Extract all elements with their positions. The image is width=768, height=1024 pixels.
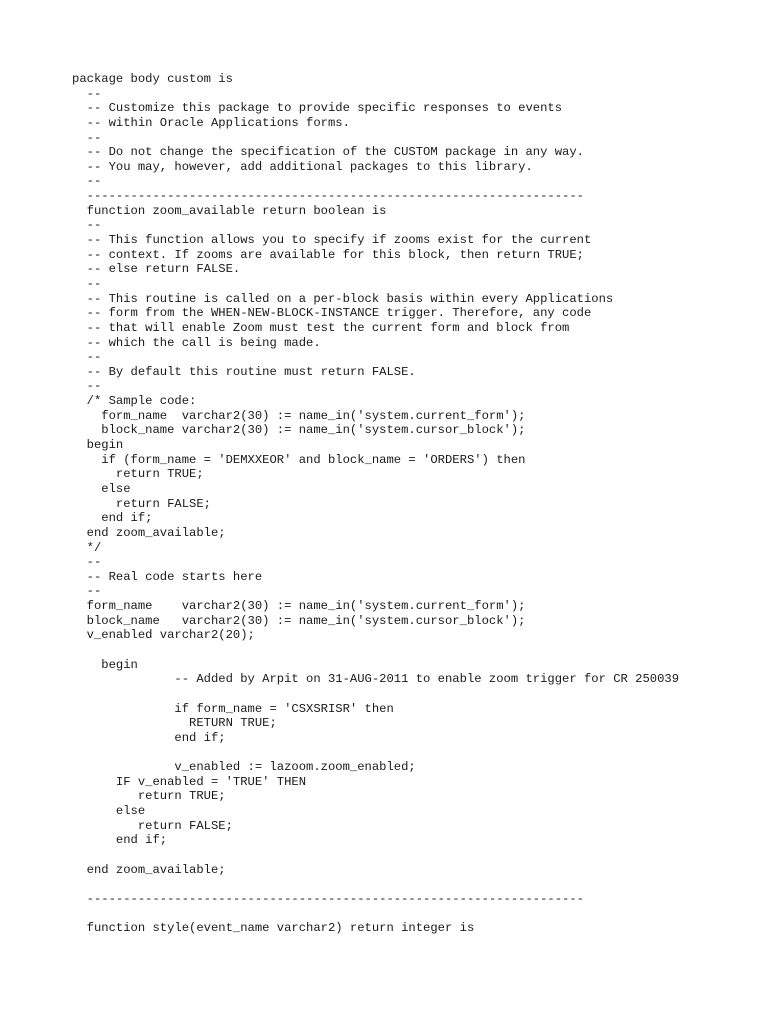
code-line: -------------------------------------------------------------------- [72, 891, 584, 906]
code-line: block_name varchar2(30) := name_in('system.cursor_block'); [72, 423, 526, 438]
code-line: return TRUE; [72, 789, 226, 804]
code-line: -- within Oracle Applications forms. [72, 115, 350, 130]
code-line: -- [72, 379, 102, 394]
code-line [72, 877, 752, 892]
code-line: function style(event_name varchar2) return integer is [72, 921, 475, 936]
code-line: -- context. If zooms are available for this block, then return TRUE; [72, 247, 584, 262]
code-line: end zoom_available; [72, 525, 226, 540]
code-line: IF v_enabled = 'TRUE' THEN [72, 774, 307, 789]
code-line: v_enabled varchar2(20); [72, 628, 255, 643]
code-line: return FALSE; [72, 496, 211, 511]
code-line: -- [72, 276, 102, 291]
code-line: -- else return FALSE. [72, 262, 241, 277]
code-line: -- [72, 218, 102, 233]
code-line [72, 907, 752, 922]
code-line: end if; [72, 833, 168, 848]
code-line: /* Sample code: [72, 394, 197, 409]
code-line: form_name varchar2(30) := name_in('system.current_form'); [72, 408, 526, 423]
code-line: else [72, 481, 131, 496]
code-line: package body custom is [72, 72, 233, 86]
code-line: -- [72, 130, 102, 145]
code-line: -- This routine is called on a per-block basis within every Applications [72, 291, 614, 306]
code-line: -- [72, 555, 102, 570]
code-line [72, 848, 752, 863]
code-line: if form_name = 'CSXSRISR' then [72, 701, 394, 716]
code-line: begin [72, 438, 124, 453]
code-line: -- By default this routine must return FALSE. [72, 364, 416, 379]
code-line: -- This function allows you to specify if zooms exist for the current [72, 233, 592, 248]
code-line: -- Do not change the specification of the CUSTOM package in any way. [72, 145, 584, 160]
code-line: end if; [72, 511, 153, 526]
code-line: -- [72, 86, 102, 101]
code-line: -- [72, 174, 102, 189]
code-line: v_enabled := lazoom.zoom_enabled; [72, 760, 416, 775]
code-line [72, 687, 752, 702]
code-line: end if; [72, 730, 226, 745]
code-line: function zoom_available return boolean is [72, 203, 387, 218]
code-page [72, 72, 752, 936]
code-line: begin [72, 657, 138, 672]
code-line: -- which the call is being made. [72, 335, 321, 350]
code-line: form_name varchar2(30) := name_in('system.current_form'); [72, 599, 526, 614]
code-line: -- Customize this package to provide specific responses to events [72, 101, 563, 116]
code-line: return FALSE; [72, 818, 233, 833]
code-line: -- form from the WHEN-NEW-BLOCK-INSTANCE trigger. Therefore, any code [72, 306, 592, 321]
code-line: -------------------------------------------------------------------- [72, 189, 584, 204]
code-line: -- [72, 350, 102, 365]
code-line: RETURN TRUE; [72, 716, 277, 731]
code-line: block_name varchar2(30) := name_in('system.cursor_block'); [72, 613, 526, 628]
code-line: else [72, 804, 146, 819]
code-line: if (form_name = 'DEMXXEOR' and block_name = 'ORDERS') then [72, 452, 526, 467]
code-line [72, 643, 752, 658]
code-line: end zoom_available; [72, 862, 226, 877]
code-line: -- You may, however, add additional packages to this library. [72, 159, 533, 174]
code-line: -- Added by Arpit on 31-AUG-2011 to enable zoom trigger for CR 250039 [72, 672, 680, 687]
code-line: -- [72, 584, 102, 599]
code-line: -- Real code starts here [72, 569, 263, 584]
code-line: return TRUE; [72, 467, 204, 482]
code-line: */ [72, 540, 102, 555]
code-line: -- that will enable Zoom must test the current form and block from [72, 320, 570, 335]
code-line [72, 745, 752, 760]
